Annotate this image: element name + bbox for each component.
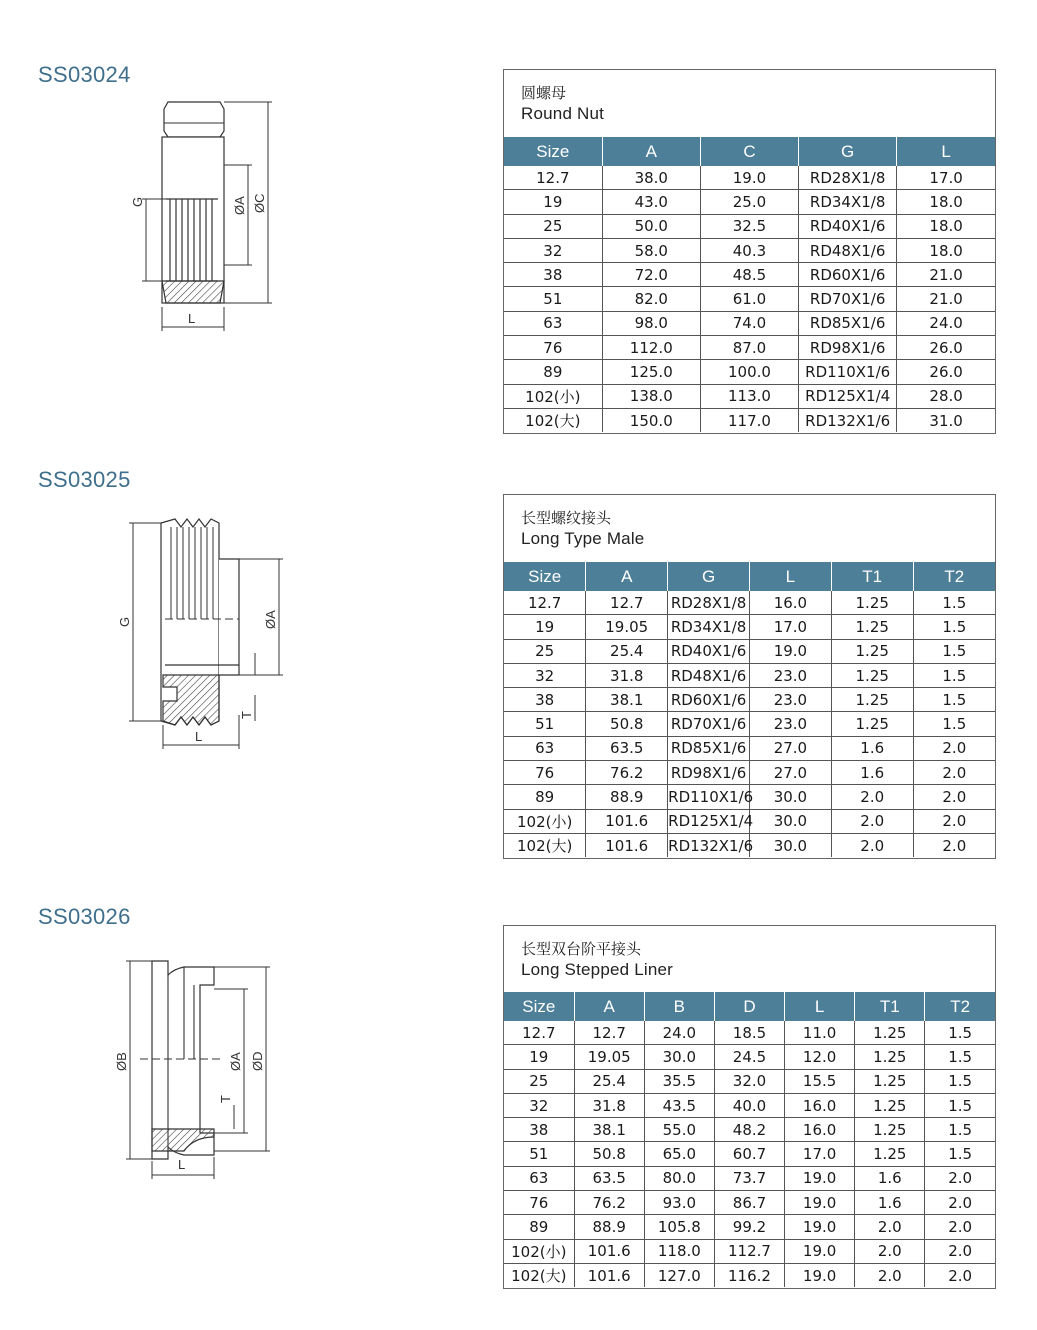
table-cell: 2.0 (831, 785, 913, 809)
table-cell: RD28X1/8 (799, 166, 897, 190)
g-dimension-label: G (117, 616, 132, 627)
spec-table-long-stepped-liner (503, 925, 996, 1289)
table-cell: 1.25 (831, 712, 913, 736)
t-dimension-label: T (239, 711, 254, 719)
table-cell: RD40X1/6 (799, 214, 897, 238)
table-cell: RD125X1/4 (668, 809, 750, 833)
table-cell: 2.0 (925, 1215, 995, 1239)
table-cell: 43.5 (644, 1093, 714, 1117)
table-cell: 74.0 (700, 311, 798, 335)
table-cell: 31.8 (586, 663, 668, 687)
table-cell: 76 (504, 761, 586, 785)
table-cell: 61.0 (700, 287, 798, 311)
table-row (504, 1239, 995, 1263)
table-cell: 24.5 (714, 1045, 784, 1069)
table-cell: 18.0 (897, 238, 995, 262)
column-header: L (785, 992, 855, 1021)
product-code: SS03026 (38, 904, 131, 929)
t-dimension-label: T (218, 1095, 233, 1103)
table-cell: 43.0 (602, 190, 700, 214)
table-cell: 1.25 (855, 1021, 925, 1045)
table-cell: 1.25 (855, 1045, 925, 1069)
table-cell: 101.6 (586, 833, 668, 857)
table-cell: 32.5 (700, 214, 798, 238)
product-code: SS03025 (38, 467, 131, 492)
table-cell: 100.0 (700, 360, 798, 384)
table-cell: 127.0 (644, 1263, 714, 1287)
column-header: T2 (925, 992, 995, 1021)
table-cell: 1.5 (913, 712, 995, 736)
table-cell: RD98X1/6 (668, 761, 750, 785)
table-cell: 38 (504, 688, 586, 712)
table-cell: 18.0 (897, 214, 995, 238)
table-cell: 2.0 (925, 1166, 995, 1190)
b-dimension-label: ØB (114, 1052, 129, 1071)
table-cell: 89 (504, 1215, 574, 1239)
table-cell: 63 (504, 311, 602, 335)
table-cell: 1.25 (855, 1069, 925, 1093)
table-cell: 12.7 (504, 1021, 574, 1045)
table-cell: 18.0 (897, 190, 995, 214)
table-cell: 12.7 (586, 591, 668, 615)
table-cell: 48.5 (700, 263, 798, 287)
column-header: Size (504, 137, 602, 166)
table-row (504, 1045, 995, 1069)
table-cell: 40.3 (700, 238, 798, 262)
table-cell: 76.2 (586, 761, 668, 785)
table-cell: 2.0 (913, 809, 995, 833)
table-cell: 32 (504, 1093, 574, 1117)
table-cell: 25 (504, 639, 586, 663)
table-cell: 30.0 (749, 809, 831, 833)
column-header: A (574, 992, 644, 1021)
table-cell: 82.0 (602, 287, 700, 311)
table-cell: 25.4 (586, 639, 668, 663)
table-cell: RD98X1/6 (799, 336, 897, 360)
table-cell: 19 (504, 615, 586, 639)
column-header: L (749, 562, 831, 591)
table-cell: 19.0 (785, 1166, 855, 1190)
table-cell: 93.0 (644, 1191, 714, 1215)
table-cell: 102(小) (504, 809, 586, 833)
table-cell: RD132X1/6 (799, 408, 897, 432)
table-title-en: Long Stepped Liner (521, 960, 674, 979)
table-cell: 1.6 (855, 1166, 925, 1190)
column-header: G (799, 137, 897, 166)
table-row (504, 1191, 995, 1215)
l-dimension-label: L (195, 729, 203, 744)
table-cell: RD110X1/6 (799, 360, 897, 384)
table-cell: RD110X1/6 (668, 785, 750, 809)
table-cell: 113.0 (700, 384, 798, 408)
table-cell: 2.0 (855, 1263, 925, 1287)
table-cell: 19.0 (749, 639, 831, 663)
column-header: Size (504, 992, 574, 1021)
table-cell: 24.0 (897, 311, 995, 335)
table-cell: 65.0 (644, 1142, 714, 1166)
table-cell: 138.0 (602, 384, 700, 408)
table-cell: 19.05 (574, 1045, 644, 1069)
table-row (504, 833, 995, 857)
table-cell: 105.8 (644, 1215, 714, 1239)
table-cell: 51 (504, 287, 602, 311)
table-row (504, 712, 995, 736)
table-cell: 2.0 (913, 785, 995, 809)
table-cell: 1.5 (925, 1142, 995, 1166)
table-cell: 28.0 (897, 384, 995, 408)
c-dimension-label: ØC (252, 193, 267, 213)
spec-table (504, 992, 995, 1287)
table-cell: 1.5 (925, 1069, 995, 1093)
table-cell: 23.0 (749, 712, 831, 736)
table-title-en: Long Type Male (521, 529, 645, 548)
table-cell: RD70X1/6 (799, 287, 897, 311)
table-cell: 150.0 (602, 408, 700, 432)
spec-table-long-type-male (503, 494, 996, 859)
long-stepped-liner-drawing (110, 955, 290, 1185)
table-cell: 30.0 (644, 1045, 714, 1069)
table-cell: 19.0 (785, 1263, 855, 1287)
table-row (504, 761, 995, 785)
table-cell: 23.0 (749, 663, 831, 687)
table-row (504, 311, 995, 335)
table-cell: 19 (504, 190, 602, 214)
l-dimension-label: L (178, 1157, 186, 1172)
table-cell: 101.6 (574, 1263, 644, 1287)
table-cell: 1.5 (913, 688, 995, 712)
table-cell: 102(大) (504, 1263, 574, 1287)
table-body (504, 166, 995, 432)
table-cell: RD40X1/6 (668, 639, 750, 663)
table-cell: 19.0 (785, 1215, 855, 1239)
table-cell: 2.0 (831, 809, 913, 833)
table-row (504, 287, 995, 311)
table-cell: 1.5 (948, 1023, 973, 1042)
table-row (504, 1069, 995, 1093)
table-cell: 30.0 (749, 833, 831, 857)
header-row (504, 137, 995, 166)
table-cell: 25 (504, 214, 602, 238)
table-cell: 11.0 (785, 1021, 855, 1045)
product-code: SS03024 (38, 62, 131, 87)
column-header: D (714, 992, 784, 1021)
table-row (504, 384, 995, 408)
table-cell: 38.1 (574, 1118, 644, 1142)
a-dimension-label: ØA (232, 196, 247, 215)
table-cell: 87.0 (700, 336, 798, 360)
table-cell: 76.2 (574, 1191, 644, 1215)
table-cell: 32 (504, 663, 586, 687)
table-row (504, 1118, 995, 1142)
table-row (504, 1263, 995, 1287)
spec-table (504, 137, 995, 432)
table-cell: 118.0 (644, 1239, 714, 1263)
table-cell: 51 (504, 1142, 574, 1166)
table-row (504, 214, 995, 238)
column-header: Size (504, 562, 586, 591)
table-cell: 40.0 (714, 1093, 784, 1117)
table-cell: RD28X1/8 (668, 591, 750, 615)
table-cell: 25.4 (574, 1069, 644, 1093)
table-row (504, 190, 995, 214)
column-header: C (700, 137, 798, 166)
table-cell: 50.8 (586, 712, 668, 736)
table-cell: 12.7 (574, 1021, 644, 1045)
table-cell: 19.05 (586, 615, 668, 639)
table-cell: RD60X1/6 (668, 688, 750, 712)
table-cell: 12.7 (504, 591, 586, 615)
table-row (504, 688, 995, 712)
table-title (504, 495, 995, 562)
d-dimension-label: ØD (250, 1051, 265, 1071)
table-cell: 19.0 (785, 1239, 855, 1263)
table-cell: 38 (504, 263, 602, 287)
table-cell: 51 (504, 712, 586, 736)
table-row (504, 408, 995, 432)
table-cell: 16.0 (749, 591, 831, 615)
table-cell: 1.5 (925, 1045, 995, 1069)
table-cell: 24.0 (644, 1021, 714, 1045)
table-cell: RD85X1/6 (668, 736, 750, 760)
table-cell: 38.1 (586, 688, 668, 712)
table-cell: 1.25 (831, 688, 913, 712)
table-cell: 102(大) (504, 833, 586, 857)
table-cell: 2.0 (855, 1239, 925, 1263)
column-header: A (586, 562, 668, 591)
table-cell: 102(小) (504, 1239, 574, 1263)
column-header: T1 (855, 992, 925, 1021)
g-dimension-label: G (130, 196, 145, 207)
column-header: B (644, 992, 714, 1021)
table-title (504, 926, 995, 992)
table-cell: 21.0 (897, 263, 995, 287)
table-cell: 27.0 (749, 736, 831, 760)
table-cell: RD125X1/4 (799, 384, 897, 408)
table-cell: RD85X1/6 (799, 311, 897, 335)
table-cell: 1.5 (925, 1118, 995, 1142)
table-row (504, 1021, 995, 1045)
table-cell: 1.25 (855, 1093, 925, 1117)
table-cell: 15.5 (785, 1069, 855, 1093)
table-cell: 76 (504, 1191, 574, 1215)
table-row (504, 1093, 995, 1117)
table-cell: 125.0 (602, 360, 700, 384)
spec-table-round-nut (503, 69, 996, 434)
table-cell: 1.25 (855, 1118, 925, 1142)
table-body (504, 591, 995, 857)
table-cell: 2.0 (831, 833, 913, 857)
column-header: T1 (831, 562, 913, 591)
a-dimension-label: ØA (263, 610, 278, 629)
table-row (504, 663, 995, 687)
table-cell: 38 (504, 1118, 574, 1142)
table-cell: 19.0 (785, 1191, 855, 1215)
l-dimension-label: L (188, 311, 196, 326)
header-row (504, 992, 995, 1021)
table-cell: 17.0 (749, 615, 831, 639)
table-cell: 17.0 (785, 1142, 855, 1166)
table-cell: 1.25 (831, 663, 913, 687)
table-cell: 88.9 (574, 1215, 644, 1239)
table-cell: 16.0 (785, 1118, 855, 1142)
table-cell: 98.0 (602, 311, 700, 335)
table-cell: 89 (504, 360, 602, 384)
table-cell: RD70X1/6 (668, 712, 750, 736)
table-cell: 12.0 (785, 1045, 855, 1069)
table-title-en: Round Nut (521, 104, 605, 123)
table-cell: RD34X1/8 (668, 615, 750, 639)
header-row (504, 562, 995, 591)
table-title (504, 70, 995, 137)
table-cell: 26.0 (897, 360, 995, 384)
table-cell: 88.9 (586, 785, 668, 809)
table-cell: 35.5 (644, 1069, 714, 1093)
table-title-cn: 长型双台阶平接头 (521, 940, 642, 958)
table-cell: 31.0 (897, 408, 995, 432)
table-cell: 2.0 (913, 736, 995, 760)
table-row (504, 785, 995, 809)
table-cell: 25 (504, 1069, 574, 1093)
table-cell: 21.0 (897, 287, 995, 311)
table-cell: RD132X1/6 (668, 833, 750, 857)
table-cell: 102(小) (504, 384, 602, 408)
table-row (504, 263, 995, 287)
table-cell: 50.0 (602, 214, 700, 238)
table-cell: 101.6 (574, 1239, 644, 1263)
table-title-cn: 圆螺母 (521, 84, 567, 102)
table-cell: 117.0 (700, 408, 798, 432)
table-row (504, 615, 995, 639)
table-cell: 32.0 (714, 1069, 784, 1093)
table-cell: 17.0 (929, 168, 963, 187)
table-cell: 58.0 (602, 238, 700, 262)
table-cell: 25.0 (700, 190, 798, 214)
table-cell: 26.0 (897, 336, 995, 360)
table-cell: 1.25 (855, 1142, 925, 1166)
table-cell: 101.6 (586, 809, 668, 833)
table-cell: 76 (504, 336, 602, 360)
table-cell: 16.0 (785, 1093, 855, 1117)
table-cell: 19.0 (700, 166, 798, 190)
spec-table (504, 562, 995, 857)
table-cell: 1.5 (913, 639, 995, 663)
column-header: L (897, 137, 995, 166)
table-cell: 2.0 (913, 761, 995, 785)
table-row (504, 736, 995, 760)
table-cell: 19 (504, 1045, 574, 1069)
table-row (504, 809, 995, 833)
table-cell: 63.5 (574, 1166, 644, 1190)
table-cell: 102(大) (504, 408, 602, 432)
table-cell: 48.2 (714, 1118, 784, 1142)
table-cell: 38.0 (602, 166, 700, 190)
column-header: A (602, 137, 700, 166)
table-cell: 55.0 (644, 1118, 714, 1142)
table-cell: 63 (504, 736, 586, 760)
table-cell: 1.25 (831, 591, 913, 615)
table-body (504, 1021, 995, 1287)
table-row (504, 639, 995, 663)
table-cell: 99.2 (714, 1215, 784, 1239)
table-row (504, 238, 995, 262)
table-cell: 73.7 (714, 1166, 784, 1190)
table-cell: 12.7 (504, 166, 602, 190)
table-cell: 31.8 (574, 1093, 644, 1117)
long-type-male-drawing (115, 515, 295, 755)
table-cell: 1.25 (831, 615, 913, 639)
table-row (504, 336, 995, 360)
table-cell: RD34X1/8 (799, 190, 897, 214)
table-cell: 1.5 (925, 1093, 995, 1117)
table-cell: 1.6 (855, 1191, 925, 1215)
table-title-cn: 长型螺纹接头 (521, 509, 612, 527)
table-cell: 86.7 (714, 1191, 784, 1215)
table-row (504, 1142, 995, 1166)
table-cell: 1.6 (831, 736, 913, 760)
table-cell: 89 (504, 785, 586, 809)
column-header: G (668, 562, 750, 591)
table-row (504, 1215, 995, 1239)
table-cell: 30.0 (749, 785, 831, 809)
table-cell: 72.0 (602, 263, 700, 287)
table-cell: 2.0 (925, 1263, 995, 1287)
table-cell: 60.7 (714, 1142, 784, 1166)
table-cell: 63.5 (586, 736, 668, 760)
table-cell: 18.5 (714, 1021, 784, 1045)
table-row (504, 1166, 995, 1190)
table-cell: RD60X1/6 (799, 263, 897, 287)
table-cell: 2.0 (925, 1239, 995, 1263)
table-cell: 32 (504, 238, 602, 262)
table-row (504, 166, 995, 190)
column-header: T2 (913, 562, 995, 591)
table-cell: 1.5 (913, 663, 995, 687)
round-nut-drawing (120, 95, 280, 335)
table-cell: 63 (504, 1166, 574, 1190)
table-cell: RD48X1/6 (668, 663, 750, 687)
table-row (504, 591, 995, 615)
table-cell: 1.6 (831, 761, 913, 785)
a-dimension-label: ØA (228, 1052, 243, 1071)
table-cell: 112.0 (602, 336, 700, 360)
table-cell: 27.0 (749, 761, 831, 785)
table-cell: 80.0 (644, 1166, 714, 1190)
table-cell: 1.5 (942, 593, 967, 612)
table-cell: 1.5 (913, 615, 995, 639)
table-row (504, 360, 995, 384)
table-cell: 50.8 (574, 1142, 644, 1166)
table-cell: 2.0 (913, 833, 995, 857)
table-cell: 23.0 (749, 688, 831, 712)
table-cell: 112.7 (714, 1239, 784, 1263)
table-cell: 2.0 (925, 1191, 995, 1215)
table-cell: 1.25 (831, 639, 913, 663)
table-cell: 116.2 (714, 1263, 784, 1287)
table-cell: 2.0 (855, 1215, 925, 1239)
table-cell: RD48X1/6 (799, 238, 897, 262)
